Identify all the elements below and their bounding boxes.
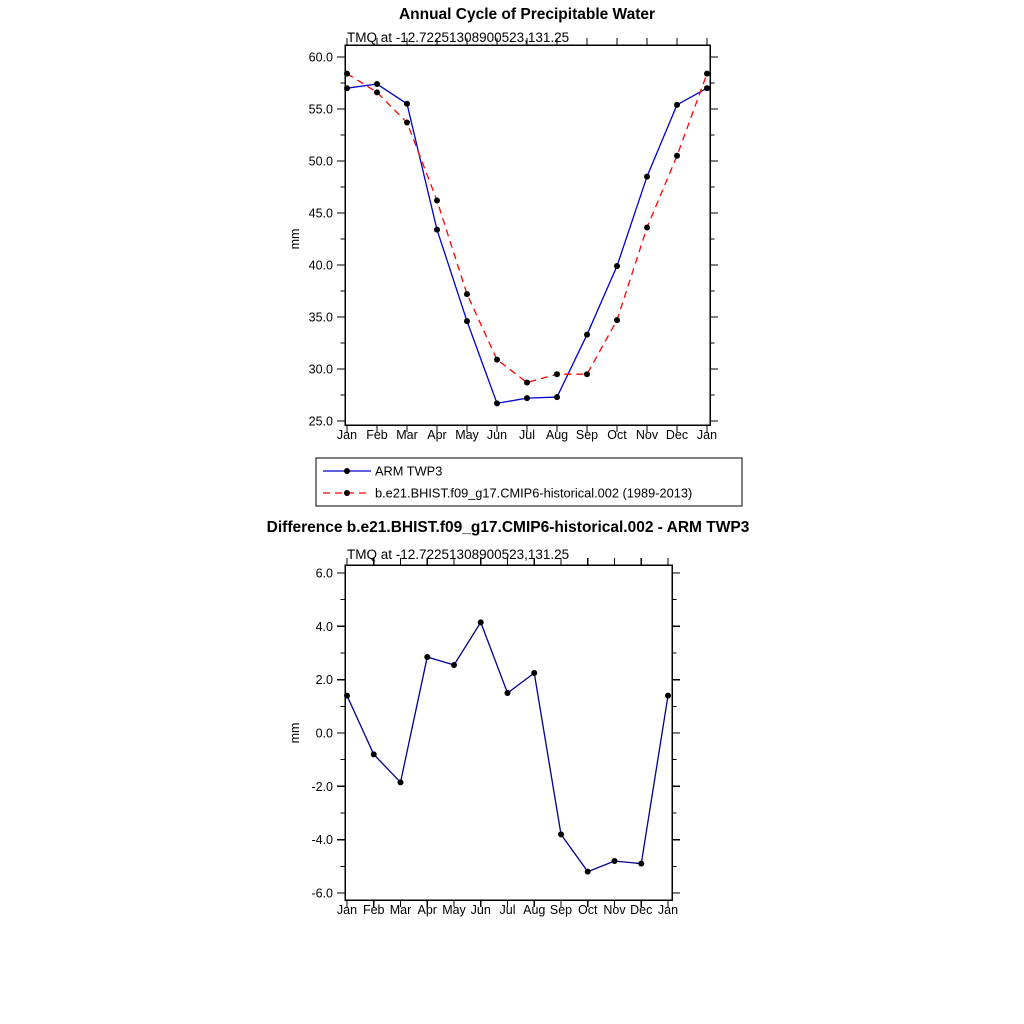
x-tick-label: Dec [665, 428, 689, 442]
data-point [398, 779, 404, 785]
data-point [464, 291, 470, 297]
series-line [347, 84, 707, 403]
x-tick-label: Nov [603, 903, 626, 917]
series-line [347, 74, 707, 383]
data-point [374, 89, 380, 95]
x-tick-label: Jan [657, 903, 679, 917]
x-tick-label: May [455, 428, 479, 442]
x-tick-label: Oct [607, 428, 627, 442]
legend [316, 458, 742, 506]
x-tick-label: Apr [417, 903, 437, 917]
x-tick-label: Jan [696, 428, 718, 442]
y-tick-label: 2.0 [315, 673, 333, 688]
y-tick-label: 55.0 [308, 102, 333, 117]
y-tick-label: -2.0 [311, 779, 333, 794]
data-point [638, 861, 644, 867]
y-tick-label: 0.0 [315, 726, 333, 741]
top-chart-subtitle: TMQ at -12.72251308900523,131.25 [347, 30, 570, 45]
x-tick-label: Sep [575, 428, 599, 442]
top-chart-plot [309, 38, 718, 442]
data-point [451, 662, 457, 668]
data-point [674, 153, 680, 159]
data-point [558, 831, 564, 837]
data-point [374, 81, 380, 87]
data-point [614, 317, 620, 323]
legend-label-model: b.e21.BHIST.f09_g17.CMIP6-historical.002 (1989-2013) [375, 485, 693, 501]
x-tick-label: Jul [499, 903, 516, 917]
data-point [424, 654, 430, 660]
data-point [614, 263, 620, 269]
data-point [584, 332, 590, 338]
diff-chart-subtitle: TMQ at -12.72251308900523,131.25 [347, 547, 570, 562]
x-tick-label: Jul [519, 428, 535, 442]
data-point [344, 85, 350, 91]
legend-marker-icon [344, 490, 350, 496]
y-tick-label: 45.0 [308, 206, 333, 221]
data-point [674, 102, 680, 108]
y-tick-label: 30.0 [308, 362, 333, 377]
data-point [554, 371, 560, 377]
y-tick-label: 35.0 [308, 310, 333, 325]
x-tick-label: Jan [336, 428, 358, 442]
x-tick-label: Feb [362, 903, 385, 917]
data-point [665, 693, 671, 699]
data-point [524, 395, 530, 401]
x-tick-label: May [442, 903, 466, 917]
y-tick-label: 25.0 [308, 414, 333, 429]
series-line [347, 622, 668, 871]
data-point [531, 670, 537, 676]
x-tick-label: Jun [470, 903, 491, 917]
legend-label-arm-twp3: ARM TWP3 [375, 463, 443, 479]
data-point [585, 869, 591, 875]
data-point [644, 174, 650, 180]
data-point [478, 619, 484, 625]
x-tick-label: Apr [427, 428, 447, 442]
data-point [704, 71, 710, 77]
data-point [344, 693, 350, 699]
x-tick-label: Oct [578, 903, 598, 917]
x-tick-label: Jun [486, 428, 508, 442]
data-point [464, 318, 470, 324]
y-tick-label: 60.0 [308, 50, 333, 65]
x-tick-label: Aug [523, 903, 546, 917]
data-point [584, 371, 590, 377]
data-point [524, 380, 530, 386]
top-chart-title: Annual Cycle of Precipitable Water [398, 6, 656, 23]
data-point [505, 690, 511, 696]
x-tick-label: Feb [366, 428, 388, 442]
y-tick-label: 40.0 [308, 258, 333, 273]
y-tick-label: -4.0 [311, 833, 333, 848]
y-tick-label: 6.0 [315, 566, 333, 581]
x-tick-label: Dec [630, 903, 653, 917]
x-tick-label: Jan [336, 903, 358, 917]
x-tick-label: Nov [635, 428, 659, 442]
data-point [434, 227, 440, 233]
top-chart-y-axis-label: mm [288, 228, 302, 250]
diff-chart-title: Difference b.e21.BHIST.f09_g17.CMIP6-historical.002 - ARM TWP3 [266, 519, 750, 536]
data-point [494, 400, 500, 406]
legend-marker-icon [344, 468, 350, 474]
y-tick-label: -6.0 [311, 886, 333, 901]
data-point [434, 198, 440, 204]
data-point [494, 357, 500, 363]
diff-chart-y-axis-label: mm [288, 722, 302, 744]
plot-border [345, 45, 710, 425]
x-tick-label: Mar [389, 903, 412, 917]
x-tick-label: Mar [396, 428, 418, 442]
data-point [344, 71, 350, 77]
data-point [371, 751, 377, 757]
data-point [404, 101, 410, 107]
x-tick-label: Sep [549, 903, 573, 917]
data-point [554, 394, 560, 400]
y-tick-label: 4.0 [315, 619, 333, 634]
data-point [704, 85, 710, 91]
plot-border [345, 565, 672, 900]
diff-chart-plot [311, 558, 680, 917]
data-point [404, 120, 410, 126]
data-point [644, 225, 650, 231]
data-point [612, 858, 618, 864]
y-tick-label: 50.0 [308, 154, 333, 169]
x-tick-label: Aug [545, 428, 569, 442]
